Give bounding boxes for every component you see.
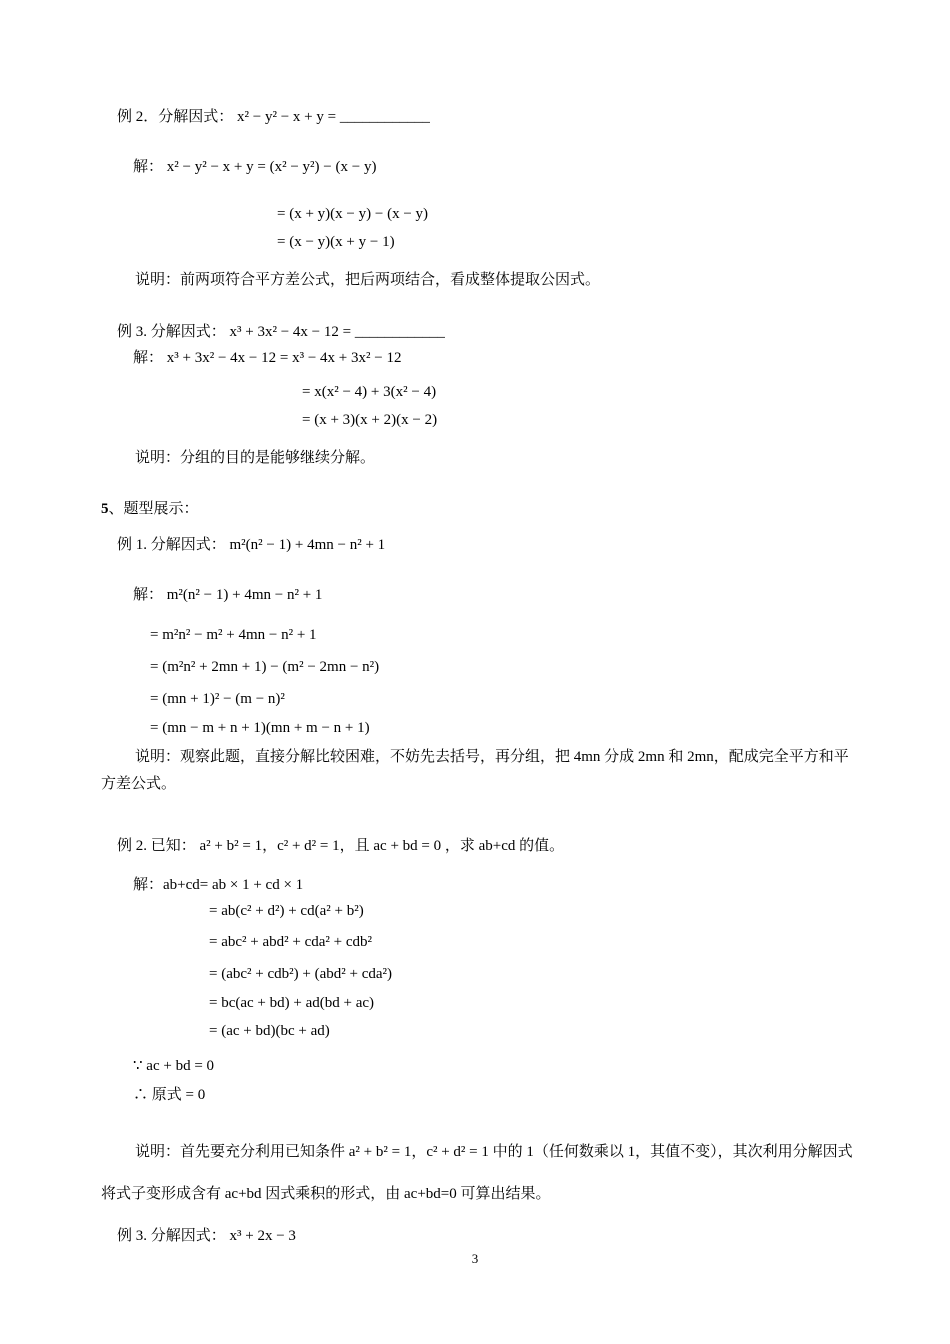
solution-step: = ab(c² + d²) + cd(a² + b²) [209, 903, 364, 919]
solution-line: 解：ab+cd= ab × 1 + cd × 1 [133, 877, 304, 893]
section-heading [101, 499, 199, 519]
solution-step: = (mn + 1)² − (m − n)² [150, 691, 285, 707]
example-3-title: 例 3. 分解因式： x³ + 2x − 3 [117, 1228, 296, 1244]
solution-line: 解： x² − y² − x + y = (x² − y²) − (x − y) [133, 159, 377, 175]
therefore-line: ∴ 原式 = 0 [133, 1087, 206, 1103]
solution-step: = x(x² − 4) + 3(x² − 4) [302, 384, 437, 400]
solution-step: = (x + 3)(x + 2)(x − 2) [302, 412, 438, 428]
section-number: 5 [101, 501, 109, 517]
solution-line: 解： m²(n² − 1) + 4mn − n² + 1 [133, 587, 323, 603]
solution-step: = (x − y)(x + y − 1) [277, 234, 395, 250]
solution-step: = (abc² + cdb²) + (abd² + cda²) [209, 966, 393, 982]
section-title: 、题型展示： [108, 501, 199, 517]
example-2-title: 例 2. 已知： a² + b² = 1，c² + d² = 1，且 ac + bd = 0 ，求 ab+cd 的值。 [117, 838, 565, 854]
solution-step: = abc² + abd² + cda² + cdb² [209, 934, 373, 950]
note: 说明：首先要充分利用已知条件 a² + b² = 1，c² + d² = 1 中的 1（任何数乘以 1，其值不变），其次利用分解因式将式子变形成含有 ac+bd 因式乘积的形式，由 ac+bd=0 可算出结果。 [101, 1144, 853, 1202]
solution-step: = (mn − m + n + 1)(mn + m − n + 1) [150, 720, 370, 736]
solution-line: 解： x³ + 3x² − 4x − 12 = x³ − 4x + 3x² − 12 [133, 350, 402, 366]
page-number: 3 [471, 1251, 479, 1266]
note: 说明：前两项符合平方差公式，把后两项结合，看成整体提取公因式。 [135, 272, 601, 288]
example-1-title: 例 1. 分解因式： m²(n² − 1) + 4mn − n² + 1 [117, 537, 386, 553]
note: 说明：观察此题，直接分解比较困难，不妨先去括号，再分组，把 4mn 分成 2mn 和 2mn，配成完全平方和平方差公式。 [101, 749, 849, 792]
solution-step: = (x + y)(x − y) − (x − y) [277, 206, 429, 222]
example-2-title: 例 2．分解因式： x² − y² − x + y = ____________ [117, 109, 430, 125]
solution-step: = m²n² − m² + 4mn − n² + 1 [150, 627, 317, 643]
example-3-title: 例 3. 分解因式： x³ + 3x² − 4x − 12 = ____________ [117, 324, 445, 340]
solution-step: = bc(ac + bd) + ad(bd + ac) [209, 995, 375, 1011]
because-line: ∵ ac + bd = 0 [133, 1058, 215, 1074]
solution-step: = (m²n² + 2mn + 1) − (m² − 2mn − n²) [150, 659, 380, 675]
solution-step: = (ac + bd)(bc + ad) [209, 1023, 330, 1039]
note: 说明：分组的目的是能够继续分解。 [135, 450, 376, 466]
